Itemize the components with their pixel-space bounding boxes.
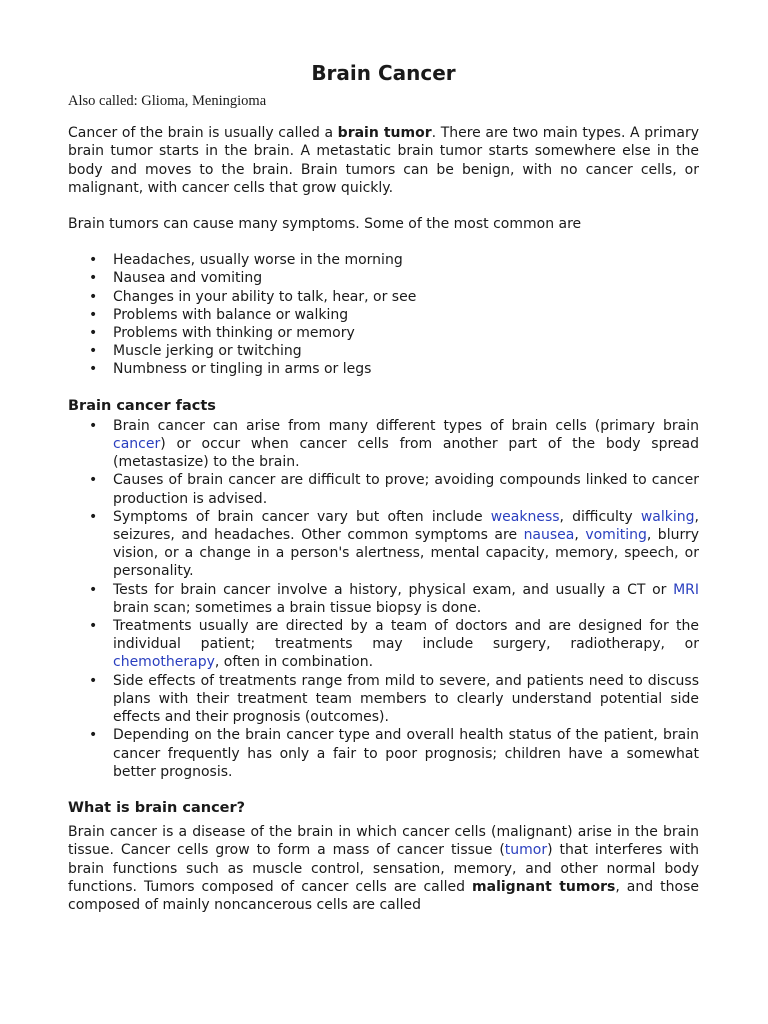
fact-text: Symptoms of brain cancer vary but often include: [113, 508, 491, 525]
mri-link[interactable]: MRI: [673, 581, 699, 598]
intro-text: Cancer of the brain is usually called a: [68, 125, 338, 142]
fact-text: Tests for brain cancer involve a history, physical exam, and usually a CT or: [113, 581, 674, 598]
list-item: [68, 417, 699, 472]
intro-bold-term: brain tumor: [337, 125, 432, 142]
weakness-link[interactable]: weakness: [490, 508, 560, 525]
list-item: • Causes of brain cancer are difficult to prove; avoiding compounds linked to cancer production is advised.: [68, 471, 699, 507]
what-text: Brain cancer is a disease of the brain in which cancer cells (malignant) arise in the brain tissue. Cancer cells grow to form a mass of cancer tissue (: [68, 824, 699, 859]
fact-text: ,: [574, 527, 586, 544]
walking-link[interactable]: walking: [640, 508, 695, 525]
symptoms-intro: Brain tumors can cause many symptoms. Some of the most common are: [68, 216, 582, 233]
page-title: Brain Cancer: [311, 61, 456, 85]
list-item: • Nausea and vomiting: [68, 269, 699, 287]
list-item: • Side effects of treatments range from mild to severe, and patients need to discuss plans with their treatment team members to clearly understand potential side effects and their prognosis (outcomes).: [68, 672, 699, 727]
facts-list: [68, 417, 699, 781]
fact-text: brain scan; sometimes a brain tissue biopsy is done.: [113, 599, 482, 616]
tumor-link[interactable]: tumor: [504, 842, 548, 859]
fact-text: ) or occur when cancer cells from another part of the body spread (metastasize) to the brain.: [113, 436, 699, 471]
intro-paragraph: [68, 124, 699, 197]
chemotherapy-link[interactable]: chemotherapy: [113, 654, 215, 671]
list-item: [68, 508, 699, 581]
cancer-link[interactable]: cancer: [113, 436, 161, 453]
list-item: [68, 617, 699, 672]
list-item: [68, 581, 699, 617]
what-paragraph: [68, 823, 699, 914]
intro-text: . There are two main types. A primary brain tumor starts in the brain. A metastatic brain tumor starts somewhere else in the body and moves to the brain. Brain tumors can be benign, with no cancer cells, or malignant, with cancer cells that grow quickly.: [68, 125, 699, 196]
fact-text: Brain cancer can arise from many different types of brain cells (primary brain: [113, 417, 699, 434]
vomiting-link[interactable]: vomiting: [585, 527, 647, 544]
nausea-link[interactable]: nausea: [523, 527, 575, 544]
what-text: , and those composed of mainly noncancerous cells are called: [68, 878, 699, 913]
facts-heading: Brain cancer facts: [68, 397, 216, 414]
list-item: • Numbness or tingling in arms or legs: [68, 360, 699, 378]
list-item: • Changes in your ability to talk, hear, or see: [68, 288, 699, 306]
fact-text: Treatments usually are directed by a team of doctors and are designed for the individual patient; treatments may include surgery, radiotherapy, or: [113, 618, 699, 653]
symptoms-list: [68, 251, 699, 378]
list-item: • Depending on the brain cancer type and overall health status of the patient, brain cancer frequently has only a fair to poor prognosis; children have a somewhat better prognosis.: [68, 726, 699, 781]
also-called: Also called: Glioma, Meningioma: [68, 93, 267, 109]
list-item: • Problems with thinking or memory: [68, 324, 699, 342]
list-item: • Headaches, usually worse in the morning: [68, 251, 699, 269]
malignant-tumors-bold: malignant tumors: [472, 878, 616, 895]
fact-text: , seizures, and headaches. Other common symptoms are: [113, 508, 699, 544]
fact-text: , blurry vision, or a change in a person's alertness, mental capacity, memory, speech, or personality.: [113, 527, 700, 580]
what-heading: What is brain cancer?: [68, 799, 246, 816]
list-item: • Problems with balance or walking: [68, 306, 699, 324]
what-text: ) that interferes with brain functions such as muscle control, sensation, memory, and other normal body functions. Tumors composed of cancer cells are called: [68, 842, 700, 895]
fact-text: , often in combination.: [214, 654, 374, 671]
list-item: • Muscle jerking or twitching: [68, 342, 699, 360]
fact-text: , difficulty: [559, 508, 641, 525]
